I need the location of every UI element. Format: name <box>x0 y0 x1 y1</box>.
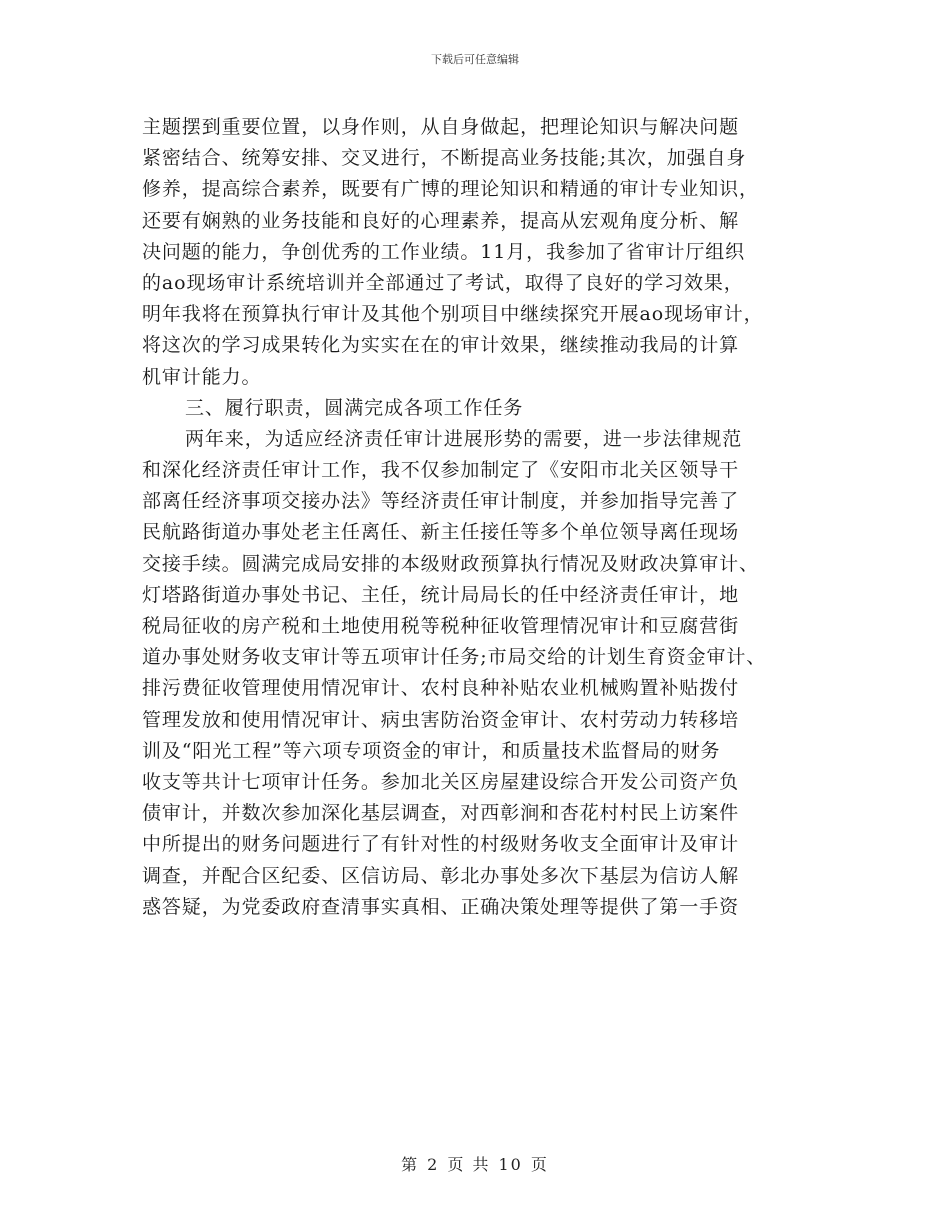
body-line: 主题摆到重要位置，以身作则，从自身做起，把理论知识与解决问题 <box>142 116 740 138</box>
page-total-number: 10 <box>498 1155 523 1174</box>
section-heading: 三、履行职责，圆满完成各项工作任务 <box>185 396 524 419</box>
page-label-mid: 页 共 <box>447 1155 491 1174</box>
body-line: 中所提出的财务问题进行了有针对性的村级财务收支全面审计及审计 <box>142 833 740 856</box>
page-label-prefix: 第 <box>401 1155 420 1174</box>
body-line: 训及“阳光工程”等六项专项资金的审计，和质量技术监督局的财务 <box>142 739 721 762</box>
body-line: 调查，并配合区纪委、区信访局、彰北办事处多次下基层为信访人解 <box>142 864 740 887</box>
page-header-note: 下载后可任意编辑 <box>431 53 519 66</box>
body-line: 排污费征收管理使用情况审计、农村良种补贴农业机械购置补贴拨付 <box>142 677 740 700</box>
body-line: 灯塔路街道办事处书记、主任，统计局局长的任中经济责任审计，地 <box>142 583 740 606</box>
page-current-number: 2 <box>427 1155 440 1174</box>
body-line: 交接手续。圆满完成局安排的本级财政预算执行情况及财政决算审计、 <box>142 552 759 575</box>
body-line: 将这次的学习成果转化为实实在在的审计效果，继续推动我局的计算 <box>142 334 740 357</box>
body-line: 税局征收的房产税和土地使用税等税种征收管理情况审计和豆腐营街 <box>142 615 740 637</box>
body-line: 修养，提高综合素养，既要有广博的理论知识和精通的审计专业知识， <box>142 178 759 201</box>
page-label-suffix: 页 <box>530 1155 549 1174</box>
body-line: 的ao现场审计系统培训并全部通过了考试，取得了良好的学习效果， <box>142 271 744 294</box>
body-line: 决问题的能力，争创优秀的工作业绩。11月，我参加了省审计厅组织 <box>142 240 746 263</box>
body-line: 债审计，并数次参加深化基层调查，对西彰涧和杏花村村民上访案件 <box>142 802 740 825</box>
page-footer <box>0 1155 950 1175</box>
body-line: 民航路街道办事处老主任离任、新主任接任等多个单位领导离任现场 <box>142 521 740 544</box>
body-line: 收支等共计七项审计任务。参加北关区房屋建设综合开发公司资产负 <box>142 770 740 793</box>
body-line: 部离任经济事项交接办法》等经济责任审计制度，并参加指导完善了 <box>142 490 740 513</box>
body-line: 紧密结合、统筹安排、交叉进行，不断提高业务技能;其次，加强自身 <box>142 147 747 170</box>
body-line: 惑答疑，为党委政府查清事实真相、正确决策处理等提供了第一手资 <box>142 895 740 918</box>
body-line: 和深化经济责任审计工作，我不仅参加制定了《安阳市北关区领导干 <box>142 459 740 482</box>
body-line: 道办事处财务收支审计等五项审计任务;市局交给的计划生育资金审计、 <box>142 646 767 669</box>
body-line: 明年我将在预算执行审计及其他个别项目中继续探究开展ao现场审计， <box>142 303 764 326</box>
document-body <box>142 112 862 923</box>
body-line: 管理发放和使用情况审计、病虫害防治资金审计、农村劳动力转移培 <box>142 708 740 731</box>
body-line: 还要有娴熟的业务技能和良好的心理素养，提高从宏观角度分析、解 <box>142 209 740 232</box>
body-line: 两年来，为适应经济责任审计进展形势的需要，进一步法律规范 <box>185 427 743 450</box>
body-line: 机审计能力。 <box>142 365 262 388</box>
